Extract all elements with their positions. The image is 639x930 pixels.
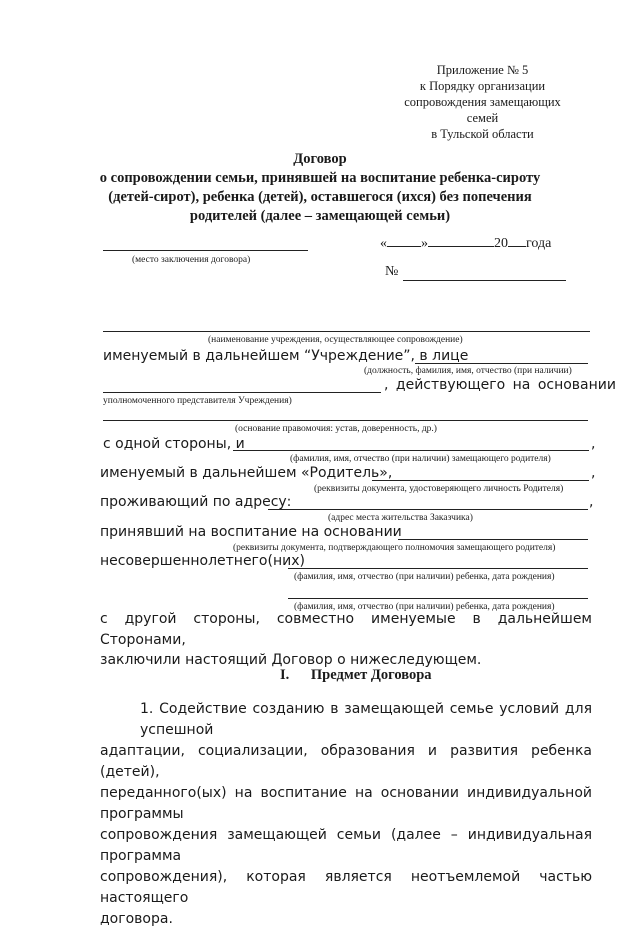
year-suffix: года <box>526 236 552 251</box>
comma-2: , <box>591 465 596 481</box>
cap-address: (адрес места жительства Заказчика) <box>328 513 473 523</box>
comma-3: , <box>589 494 594 510</box>
place-caption: (место заключения договора) <box>132 255 251 265</box>
year-field[interactable] <box>508 246 526 247</box>
institution-named: именуемый в дальнейшем “Учреждение”, в лице <box>103 348 469 364</box>
parent-fio-field[interactable] <box>233 450 589 451</box>
para-line-1: 1. Содействие созданию в замещающей семье условий для успешной <box>140 701 592 738</box>
section-title: Предмет Договора <box>310 667 432 683</box>
cap-parent-doc: (реквизиты документа, удостоверяющего личность Родителя) <box>314 484 564 494</box>
section1-paragraph <box>100 699 592 930</box>
title-line-4: родителей (далее – замещающей семьи) <box>189 208 451 224</box>
para-line-3: переданного(ых) на воспитание на основании индивидуальной программы <box>100 785 592 822</box>
representative-field-2[interactable] <box>103 392 381 393</box>
para-line-5: сопровождения), которая является неотъемлемой частью настоящего <box>100 869 592 906</box>
acting-basis: , действующего на основании <box>384 377 616 393</box>
comma-1: , <box>591 436 596 452</box>
section-heading <box>280 667 432 684</box>
date-open-quote: « <box>380 236 387 251</box>
para-line-4: сопровождения замещающей семьи (далее – индивидуальная программа <box>100 827 592 864</box>
accepted-basis: принявший на воспитание на основании <box>100 524 402 540</box>
number-line <box>385 264 398 280</box>
place-field[interactable] <box>103 250 308 251</box>
cap-authorized: уполномоченного представителя Учреждения) <box>103 396 292 406</box>
para-line-2: адаптации, социализации, образования и развития ребенка (детей), <box>100 743 592 780</box>
appendix-line-4: в Тульской области <box>431 127 534 141</box>
number-label: № <box>385 264 399 279</box>
day-field[interactable] <box>387 246 421 247</box>
parent-doc-field[interactable] <box>372 480 589 481</box>
cap-custody-doc: (реквизиты документа, подтверждающего полномочия замещающего родителя) <box>233 543 556 553</box>
institution-field[interactable] <box>103 331 590 332</box>
address-field[interactable] <box>268 509 588 510</box>
appendix-line-3: сопровождения замещающих семей <box>404 95 561 125</box>
custody-doc-field[interactable] <box>398 539 588 540</box>
appendix-block <box>395 62 570 142</box>
cap-institution: (наименование учреждения, осуществляющее сопровождение) <box>208 335 463 345</box>
title-line-1: Договор <box>293 151 347 167</box>
other-side-line-1: с другой стороны, совместно именуемые в дальнейшем Сторонами, <box>100 611 592 648</box>
para-line-6: договора. <box>100 911 173 927</box>
contract-title <box>80 150 560 226</box>
section-number: I. <box>280 667 290 683</box>
year-prefix: 20 <box>494 236 508 251</box>
one-side: с одной стороны, и <box>103 436 245 452</box>
cap-basis: (основание правомочия: устав, доверенность, др.) <box>235 424 437 434</box>
child1-field[interactable] <box>288 568 588 569</box>
cap-child-2: (фамилия, имя, отчество (при наличии) ребенка, дата рождения) <box>294 602 555 612</box>
basis-field[interactable] <box>103 420 588 421</box>
representative-field[interactable] <box>415 363 588 364</box>
title-line-3: (детей-сирот), ребенка (детей), оставшегося (ихся) без попечения <box>108 189 532 205</box>
cap-parent-fio: (фамилия, имя, отчество (при наличии) замещающего родителя) <box>290 454 551 464</box>
minor: несовершеннолетнего(них) <box>100 553 305 569</box>
cap-child-1: (фамилия, имя, отчество (при наличии) ребенка, дата рождения) <box>294 572 555 582</box>
number-field[interactable] <box>403 280 566 281</box>
living-at: проживающий по адресу: <box>100 494 292 510</box>
parent-named: именуемый в дальнейшем «Родитель», <box>100 465 393 481</box>
title-line-2: о сопровождении семьи, принявшей на воспитание ребенка-сироту <box>99 170 541 186</box>
appendix-line-2: к Порядку организации <box>419 79 546 93</box>
date-line <box>380 236 551 252</box>
other-side-line-2: заключили настоящий Договор о нижеследующем. <box>100 652 482 668</box>
child2-field[interactable] <box>288 598 588 599</box>
cap-representative-fio: (должность, фамилия, имя, отчество (при наличии) <box>364 366 572 376</box>
month-field[interactable] <box>428 246 494 247</box>
date-close-quote: » <box>421 236 428 251</box>
other-side-paragraph <box>100 609 592 671</box>
appendix-line-1: Приложение № 5 <box>436 63 529 77</box>
